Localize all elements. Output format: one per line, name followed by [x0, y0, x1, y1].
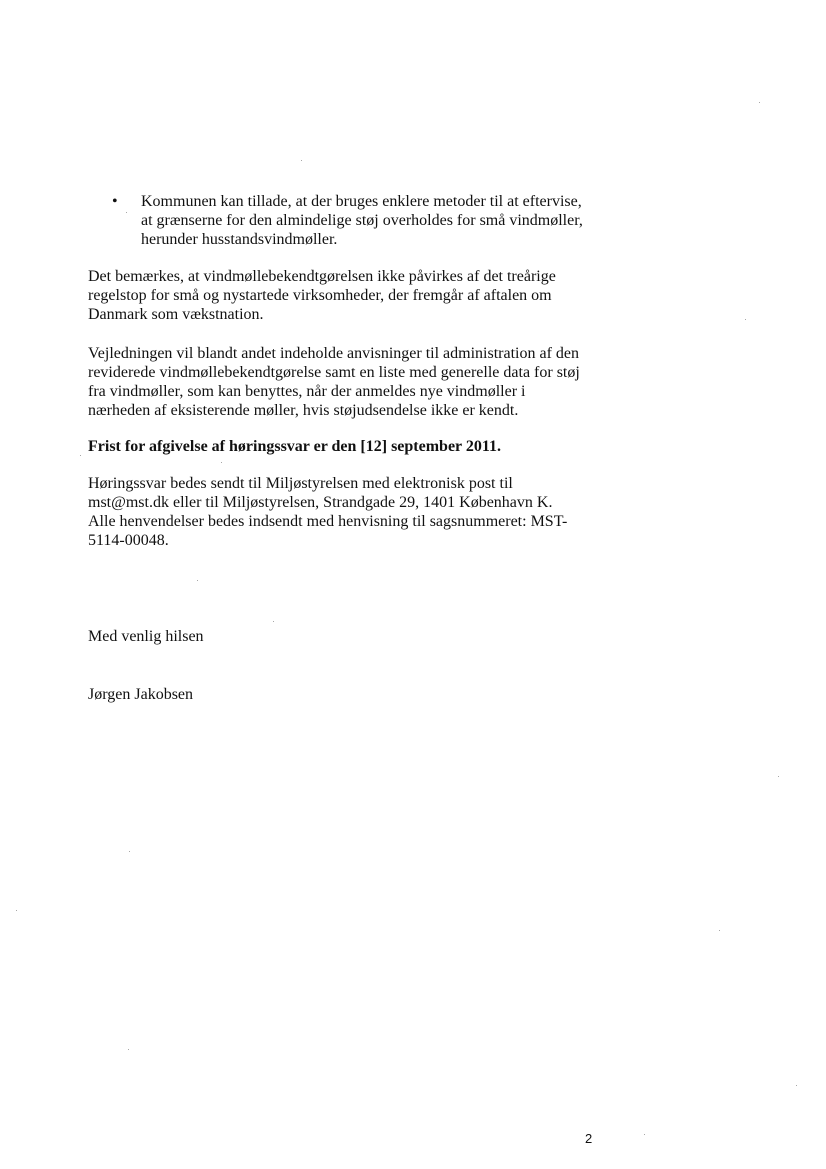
- scan-speck: [745, 319, 746, 320]
- page-number: 2: [585, 1131, 593, 1146]
- paragraph-line: fra vindmøller, som kan benyttes, når der anmeldes nye vindmøller i: [88, 383, 526, 400]
- scan-speck: [759, 102, 760, 103]
- paragraph-line: regelstop for små og nystartede virksomheder, der fremgår af aftalen om: [88, 287, 552, 304]
- scan-speck: [126, 212, 127, 213]
- closing-text: Med venlig hilsen: [88, 628, 204, 645]
- bullet-marker: •: [112, 193, 118, 210]
- deadline-text: Frist for afgivelse af høringssvar er den [12] september 2011.: [88, 438, 501, 455]
- paragraph-line: reviderede vindmøllebekendtgørelse samt en liste med generelle data for støj: [88, 364, 580, 381]
- paragraph-guidance: [88, 344, 628, 420]
- bullet-line: herunder husstandsvindmøller.: [141, 231, 338, 248]
- scan-speck: [796, 1085, 797, 1086]
- paragraph-line: mst@mst.dk eller til Miljøstyrelsen, Strandgade 29, 1401 København K.: [88, 494, 553, 511]
- paragraph-line: Alle henvendelser bedes indsendt med henvisning til sagsnummeret: MST-: [88, 513, 568, 530]
- scan-speck: [129, 851, 130, 852]
- scan-speck: [197, 580, 198, 581]
- paragraph-line: Det bemærkes, at vindmøllebekendtgørelsen ikke påvirkes af det treårige: [88, 268, 556, 285]
- bullet-line: at grænserne for den almindelige støj overholdes for små vindmøller,: [141, 212, 583, 229]
- scan-speck: [221, 462, 222, 463]
- scan-speck: [719, 930, 720, 931]
- paragraph-line: nærheden af eksisterende møller, hvis støjudsendelse ikke er kendt.: [88, 402, 519, 419]
- paragraph-remark: [88, 267, 628, 324]
- scan-speck: [128, 1049, 129, 1050]
- paragraph-line: Vejledningen vil blandt andet indeholde anvisninger til administration af den: [88, 345, 579, 362]
- scan-speck: [644, 1134, 645, 1135]
- bullet-line: Kommunen kan tillade, at der bruges enklere metoder til at eftervise,: [141, 193, 582, 210]
- paragraph-line: Danmark som vækstnation.: [88, 306, 264, 323]
- scan-speck: [301, 160, 302, 161]
- paragraph-line: 5114-00048.: [88, 532, 169, 549]
- bullet-text: [141, 192, 631, 249]
- paragraph-line: Høringssvar bedes sendt til Miljøstyrelsen med elektronisk post til: [88, 475, 513, 492]
- paragraph-submission: [88, 474, 628, 550]
- scan-speck: [273, 621, 274, 622]
- scan-speck: [16, 910, 17, 911]
- scan-speck: [778, 776, 779, 777]
- scan-speck: [80, 455, 81, 456]
- signature-name: Jørgen Jakobsen: [88, 686, 194, 703]
